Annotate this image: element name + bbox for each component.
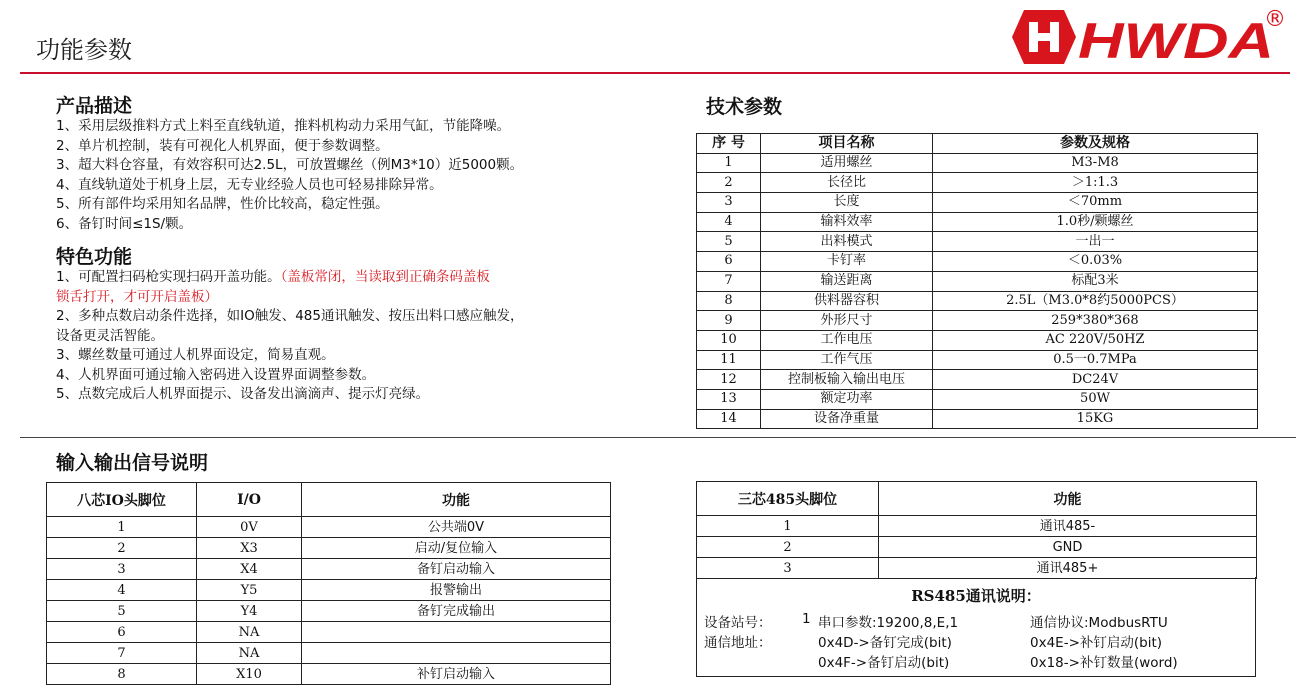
spec-value: 2.5L（M3.0*8约5000PCS） <box>933 291 1258 311</box>
address-label: 通信地址： <box>704 635 772 651</box>
io-signal: NA <box>197 622 302 643</box>
spec-name: 长度 <box>761 193 933 213</box>
rs485-note-title: RS485通讯说明： <box>911 587 1041 605</box>
io-pin: 4 <box>47 580 197 601</box>
station-value: 1 <box>802 611 811 627</box>
table-row <box>47 580 611 601</box>
spec-value: 1.0秒/颗螺丝 <box>933 212 1258 232</box>
description-title: 产品描述 <box>56 95 133 117</box>
table-row <box>47 538 611 559</box>
io-pin: 6 <box>47 622 197 643</box>
table-row <box>697 271 1258 291</box>
spec-value: DC24V <box>933 370 1258 390</box>
spec-value: 一出一 <box>933 232 1258 252</box>
spec-value: 标配3米 <box>933 271 1258 291</box>
table-row <box>697 409 1258 429</box>
description-line: 2、单片机控制，装有可视化人机界面，便于参数调整。 <box>56 137 389 154</box>
table-row <box>697 212 1258 232</box>
table-row <box>47 559 611 580</box>
logo-text: HWDA <box>1078 13 1274 68</box>
io-function <box>302 622 611 643</box>
io-table <box>46 482 611 685</box>
io-function: 公共端0V <box>302 517 611 538</box>
spec-value: AC 220V/50HZ <box>933 330 1258 350</box>
io-col-header: I/O <box>197 483 302 517</box>
specs-col-header: 序 号 <box>697 134 761 154</box>
rs485-col-header: 三芯485头脚位 <box>697 482 879 516</box>
table-row <box>697 232 1258 252</box>
spec-index: 3 <box>697 193 761 213</box>
rs485-header-row <box>697 482 1257 516</box>
spec-index: 12 <box>697 370 761 390</box>
spec-index: 11 <box>697 350 761 370</box>
io-col-header: 功能 <box>302 483 611 517</box>
section-divider <box>20 437 1296 438</box>
io-pin: 2 <box>47 538 197 559</box>
feature-line: 3、螺丝数量可通过人机界面设定，简易直观。 <box>56 347 335 363</box>
station-label: 设备站号： <box>704 615 772 631</box>
feature-text: 1、可配置扫码枪实现扫码开盖功能。 <box>56 269 281 285</box>
rs485-note-box <box>696 577 1256 677</box>
description-line: 6、备钉时间≤1S/颗。 <box>56 215 193 232</box>
spec-value: 15KG <box>933 409 1258 429</box>
address-item: 0x18->补钉数量(word) <box>1030 655 1178 671</box>
io-signal: Y4 <box>197 601 302 622</box>
spec-name: 供料器容积 <box>761 291 933 311</box>
io-function: 备钉完成输出 <box>302 601 611 622</box>
io-pin: 8 <box>47 664 197 685</box>
io-pin: 5 <box>47 601 197 622</box>
rs485-function: GND <box>879 537 1257 558</box>
spec-name: 外形尺寸 <box>761 311 933 331</box>
feature-line: 5、点数完成后人机界面提示、设备发出滴滴声、提示灯亮绿。 <box>56 386 430 402</box>
table-row <box>697 173 1258 193</box>
spec-index: 9 <box>697 311 761 331</box>
spec-name: 出料模式 <box>761 232 933 252</box>
io-function: 启动/复位输入 <box>302 538 611 559</box>
spec-name: 工作气压 <box>761 350 933 370</box>
spec-index: 7 <box>697 271 761 291</box>
io-col-header: 八芯IO头脚位 <box>47 483 197 517</box>
spec-index: 2 <box>697 173 761 193</box>
spec-value: ＜70mm <box>933 193 1258 213</box>
address-item: 0x4F->备钉启动(bit) <box>818 655 950 671</box>
feature-line: 2、多种点数启动条件选择，如IO触发、485通讯触发、按压出料口感应触发， <box>56 308 524 324</box>
rs485-table <box>696 481 1257 579</box>
feature-note: （盖板常闭，当读取到正确条码盖板 <box>280 269 490 285</box>
description-list <box>56 117 523 234</box>
spec-value: 0.5一0.7MPa <box>933 350 1258 370</box>
feature-note-line: 锁舌打开，才可开启盖板） <box>56 288 218 305</box>
table-row <box>697 252 1258 272</box>
spec-index: 10 <box>697 330 761 350</box>
description-line: 3、超大料仓容量，有效容积可达2.5L，可放置螺丝（例M3*10）近5000颗。 <box>56 157 524 173</box>
table-row <box>697 153 1258 173</box>
feature-line: 设备更灵活智能。 <box>56 327 164 344</box>
table-row <box>47 643 611 664</box>
spec-value: ＞1:1.3 <box>933 173 1258 193</box>
table-row <box>697 389 1258 409</box>
spec-value: ＜0.03% <box>933 252 1258 272</box>
spec-name: 输料效率 <box>761 212 933 232</box>
table-row <box>697 370 1258 390</box>
spec-index: 4 <box>697 212 761 232</box>
rs485-pin: 3 <box>697 558 879 579</box>
description-line: 5、所有部件均采用知名品牌，性价比较高，稳定性强。 <box>56 196 389 212</box>
io-function: 补钉启动输入 <box>302 664 611 685</box>
io-pin: 3 <box>47 559 197 580</box>
features-list <box>56 268 523 405</box>
table-row <box>47 601 611 622</box>
table-row <box>697 311 1258 331</box>
feature-line <box>56 268 523 288</box>
spec-name: 控制板输入输出电压 <box>761 370 933 390</box>
table-row <box>697 537 1257 558</box>
table-row <box>47 622 611 643</box>
description-line: 4、直线轨道处于机身上层，无专业经验人员也可轻易排除异常。 <box>56 176 443 193</box>
spec-name: 适用螺丝 <box>761 153 933 173</box>
spec-index: 1 <box>697 153 761 173</box>
address-item: 0x4D->备钉完成(bit) <box>818 635 952 651</box>
address-item: 0x4E->补钉启动(bit) <box>1030 635 1163 651</box>
io-function <box>302 643 611 664</box>
io-signal: X10 <box>197 664 302 685</box>
protocol: 通信协议:ModbusRTU <box>1030 615 1168 631</box>
table-row <box>47 517 611 538</box>
serial-params: 串口参数:19200,8,E,1 <box>818 615 959 631</box>
table-row <box>697 193 1258 213</box>
spec-name: 工作电压 <box>761 330 933 350</box>
io-header-row <box>47 483 611 517</box>
table-row <box>47 664 611 685</box>
specs-title: 技术参数 <box>706 96 783 118</box>
spec-index: 5 <box>697 232 761 252</box>
rs485-function: 通讯485+ <box>879 558 1257 579</box>
spec-index: 13 <box>697 389 761 409</box>
specs-table <box>696 133 1258 429</box>
rs485-function: 通讯485- <box>879 516 1257 537</box>
description-line: 1、采用层级推料方式上料至直线轨道，推料机构动力采用气缸，节能降噪。 <box>56 118 511 134</box>
io-pin: 1 <box>47 517 197 538</box>
io-signal: 0V <box>197 517 302 538</box>
io-pin: 7 <box>47 643 197 664</box>
spec-name: 输送距离 <box>761 271 933 291</box>
registered-mark: ® <box>1264 7 1286 32</box>
rs485-pin: 2 <box>697 537 879 558</box>
io-title: 输入输出信号说明 <box>56 452 209 474</box>
feature-line: 4、人机界面可通过输入密码进入设置界面调整参数。 <box>56 366 376 383</box>
table-row <box>697 330 1258 350</box>
spec-name: 设备净重量 <box>761 409 933 429</box>
spec-index: 8 <box>697 291 761 311</box>
rs485-col-header: 功能 <box>879 482 1257 516</box>
specs-header-row <box>697 134 1258 154</box>
header-divider <box>20 72 1290 74</box>
io-signal: X4 <box>197 559 302 580</box>
table-row <box>697 350 1258 370</box>
table-row <box>697 516 1257 537</box>
io-function: 报警输出 <box>302 580 611 601</box>
io-signal: Y5 <box>197 580 302 601</box>
spec-name: 额定功率 <box>761 389 933 409</box>
spec-index: 6 <box>697 252 761 272</box>
spec-index: 14 <box>697 409 761 429</box>
hwda-logo <box>1012 6 1294 68</box>
specs-col-header: 参数及规格 <box>933 134 1258 154</box>
io-signal: X3 <box>197 538 302 559</box>
io-signal: NA <box>197 643 302 664</box>
table-row <box>697 291 1258 311</box>
features-title: 特色功能 <box>56 246 133 268</box>
io-function: 备钉启动输入 <box>302 559 611 580</box>
specs-col-header: 项目名称 <box>761 134 933 154</box>
spec-name: 长径比 <box>761 173 933 193</box>
page-title: 功能参数 <box>36 36 132 64</box>
spec-value: M3-M8 <box>933 153 1258 173</box>
table-row <box>697 558 1257 579</box>
rs485-pin: 1 <box>697 516 879 537</box>
spec-value: 259*380*368 <box>933 311 1258 331</box>
spec-name: 卡钉率 <box>761 252 933 272</box>
spec-value: 50W <box>933 389 1258 409</box>
